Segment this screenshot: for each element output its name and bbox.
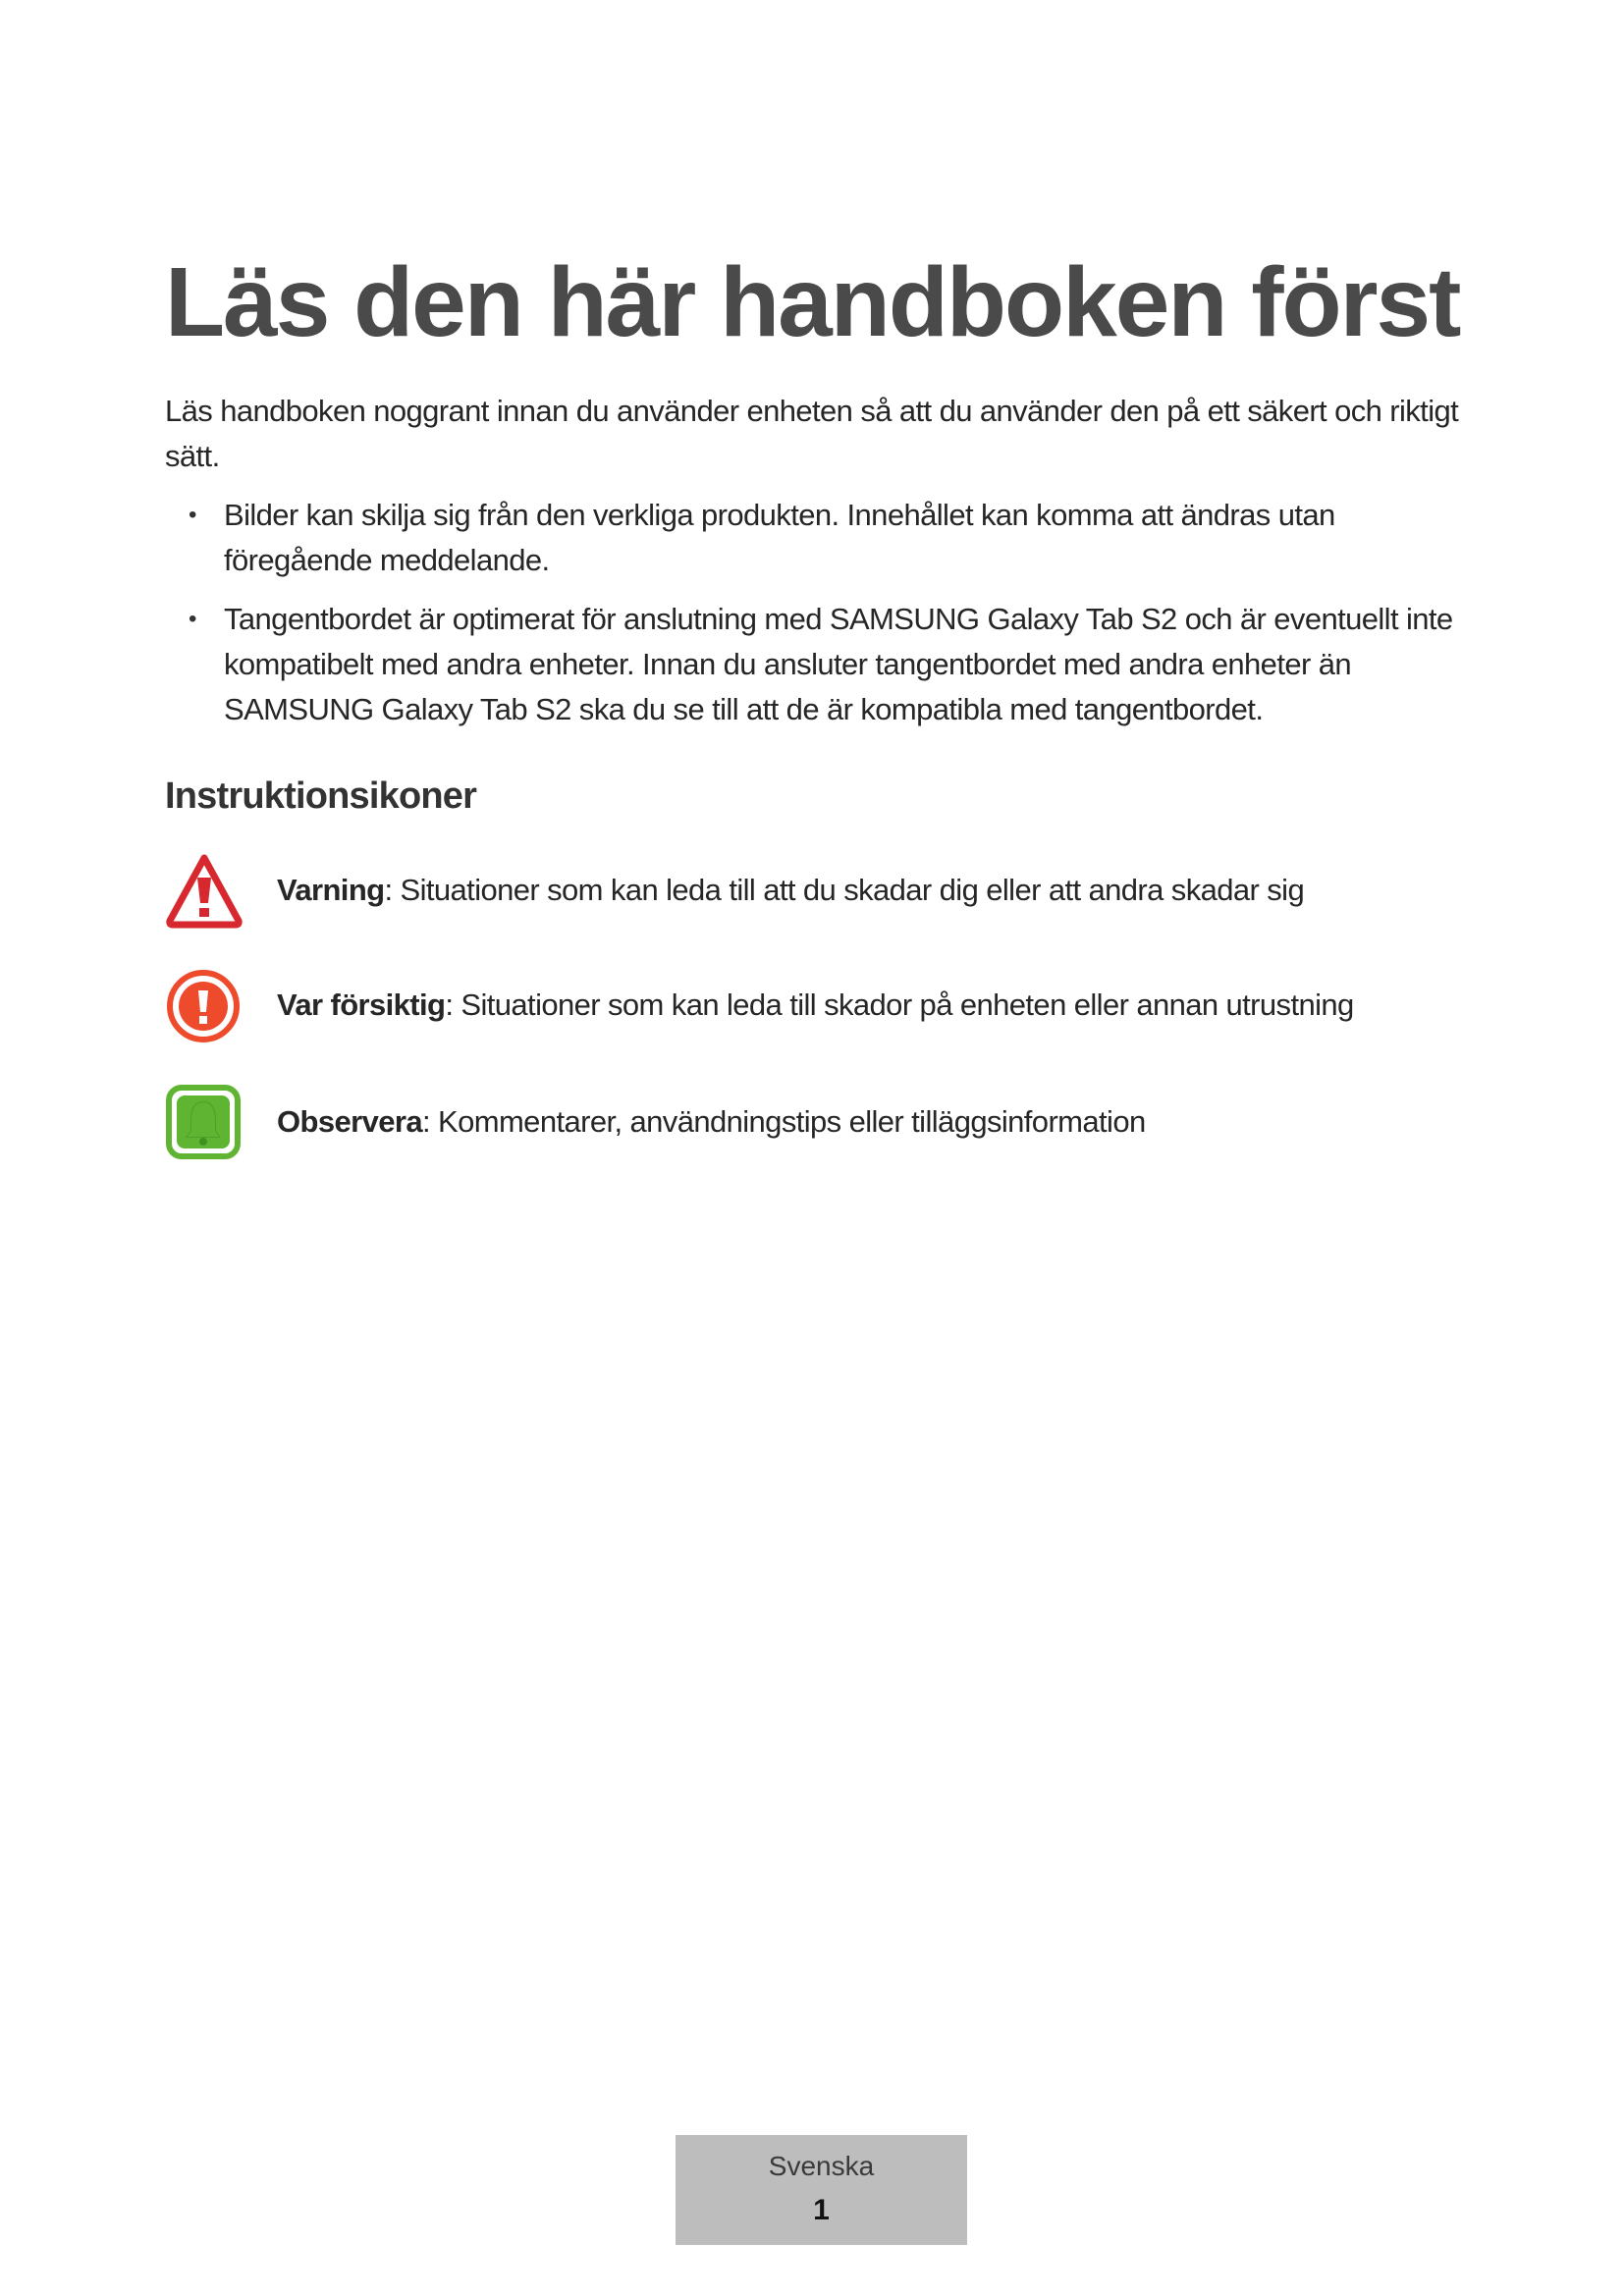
term-separator: : — [445, 988, 454, 1022]
list-item — [165, 597, 1471, 732]
bullet-marker: • — [189, 606, 196, 632]
footer-language: Svenska — [768, 2151, 875, 2181]
note-bell-icon — [165, 1084, 244, 1162]
caution-circle-icon — [165, 967, 244, 1045]
list-item-text: Tangentbordet är optimerat för anslutning med SAMSUNG Galaxy Tab S2 och är eventuellt inte kompatibelt med andra enheter. Innan du ansluter tangentbordet med andra enheter än SAMSUNG Galaxy Tab S2 ska du se till att de är kompatibla med tangentbordet. — [224, 602, 1453, 726]
warning-triangle-icon — [165, 852, 244, 931]
warning-term: Varning — [277, 873, 385, 907]
warning-text: Situationer som kan leda till att du skadar dig eller att andra skadar sig — [392, 873, 1305, 907]
instruction-warning — [165, 852, 1500, 931]
term-separator: : — [421, 1104, 430, 1139]
footer-page-tab — [676, 2135, 967, 2245]
warning-description — [277, 868, 1304, 913]
note-description — [277, 1099, 1146, 1145]
note-term: Observera — [277, 1104, 422, 1139]
note-text: Kommentarer, användningstips eller tilläggsinformation — [430, 1104, 1146, 1139]
caution-term: Var försiktig — [277, 988, 446, 1022]
section-heading-instruction-icons: Instruktionsikoner — [165, 775, 477, 817]
instruction-caution — [165, 967, 1500, 1045]
caution-description — [277, 983, 1354, 1028]
list-item-text: Bilder kan skilja sig från den verkliga produkten. Innehållet kan komma att ändras utan föregående meddelande. — [224, 498, 1335, 577]
term-separator: : — [384, 873, 393, 907]
notice-list — [165, 493, 1471, 746]
instruction-note — [165, 1084, 1500, 1162]
list-item — [165, 493, 1471, 583]
intro-paragraph: Läs handboken noggrant innan du använder enheten så att du använder den på ett säkert och riktigt sätt. — [165, 394, 1459, 473]
page-number: 1 — [813, 2194, 830, 2226]
bullet-marker: • — [189, 502, 196, 528]
caution-text: Situationer som kan leda till skador på enheten eller annan utrustning — [453, 988, 1354, 1022]
page-title: Läs den här handboken först — [165, 247, 1460, 357]
